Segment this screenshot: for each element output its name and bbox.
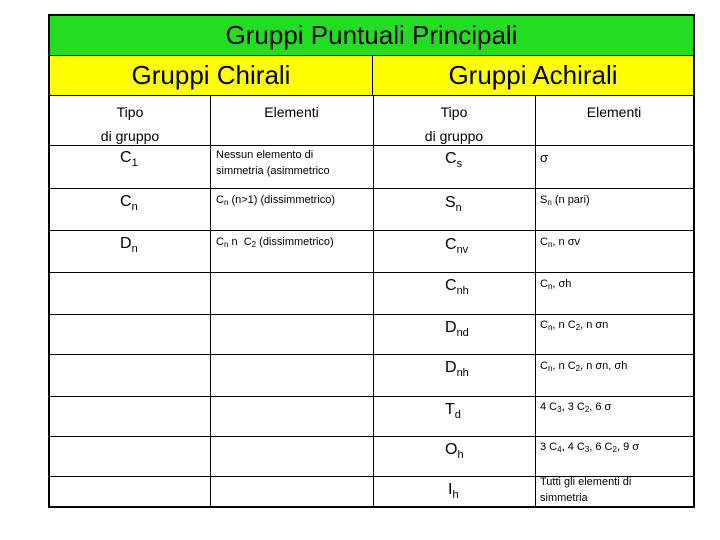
table-row-elements: Tutti gli elementi di simmetria [540, 476, 632, 504]
achiral-type-header-line1: Tipo [440, 104, 468, 120]
point-groups-table [48, 14, 695, 508]
achiral-heading: Gruppi Achirali [373, 56, 693, 96]
table-row-elements: $C_n$, n σv [540, 236, 580, 249]
table-row-elements: $C_n$, n $C_2$, n σn, σh [540, 360, 628, 373]
table-title: Gruppi Puntuali Principali [50, 16, 693, 56]
table-row-elements: σ [540, 150, 549, 165]
table-row-elements: 3 $C_4$, 4 $C_3$, 6 $C_2$, 9 σ [540, 441, 640, 454]
achiral-type-header [373, 100, 535, 148]
grid-line [50, 272, 693, 273]
achiral-type-header-line2: di gruppo [424, 128, 484, 144]
chiral-type-header [50, 100, 210, 148]
grid-line [50, 396, 693, 397]
chiral-elements-header: Elementi [264, 104, 319, 120]
table-row-symbol: $I_h$ [448, 481, 459, 501]
grid-line [50, 436, 693, 437]
chiral-type-header-line2: di gruppo [100, 128, 160, 144]
grid-line [210, 96, 211, 506]
table-row-symbol: $D_{nh}$ [445, 359, 469, 379]
table-row-elements: $C_n$, n $C_2$, n σn [540, 319, 609, 332]
table-row-symbol: $C_s$ [445, 150, 463, 170]
grid-line [50, 230, 693, 231]
grid-line [50, 145, 693, 146]
table-row-symbol: $O_h$ [445, 441, 464, 461]
achiral-elements-header: Elementi [586, 104, 642, 120]
table-row-elements: $S_n$ (n pari) [540, 194, 590, 207]
table-row-symbol: $C_{nv}$ [445, 236, 469, 256]
table-row-symbol: $C_1$ [120, 149, 138, 169]
table-row-elements: $C_n$ (n>1) (dissimmetrico) [216, 194, 336, 207]
table-row-symbol: $D_n$ [120, 235, 138, 255]
grid-line [373, 96, 374, 506]
grid-line [535, 96, 536, 506]
table-row-symbol: $S_n$ [445, 194, 462, 214]
table-row-elements: 4 $C_3$, 3 $C_2$, 6 σ [540, 401, 612, 414]
table-row-symbol: $T_d$ [445, 401, 461, 421]
grid-line [50, 354, 693, 355]
table-row-elements: Nessun elemento di simmetria (asimmetrico [216, 149, 330, 177]
table-row-elements: $C_n$, σh [540, 278, 572, 291]
chiral-heading: Gruppi Chirali [50, 56, 373, 96]
table-row-symbol: $C_{nh}$ [445, 277, 469, 297]
grid-line [50, 314, 693, 315]
table-row-symbol: $D_{nd}$ [445, 319, 469, 339]
table-row-elements: $C_n$ n $C_2$ (dissimmetrico) [216, 236, 334, 249]
grid-line [50, 188, 693, 189]
chiral-type-header-line1: Tipo [116, 104, 144, 120]
table-row-symbol: $C_n$ [120, 193, 138, 213]
